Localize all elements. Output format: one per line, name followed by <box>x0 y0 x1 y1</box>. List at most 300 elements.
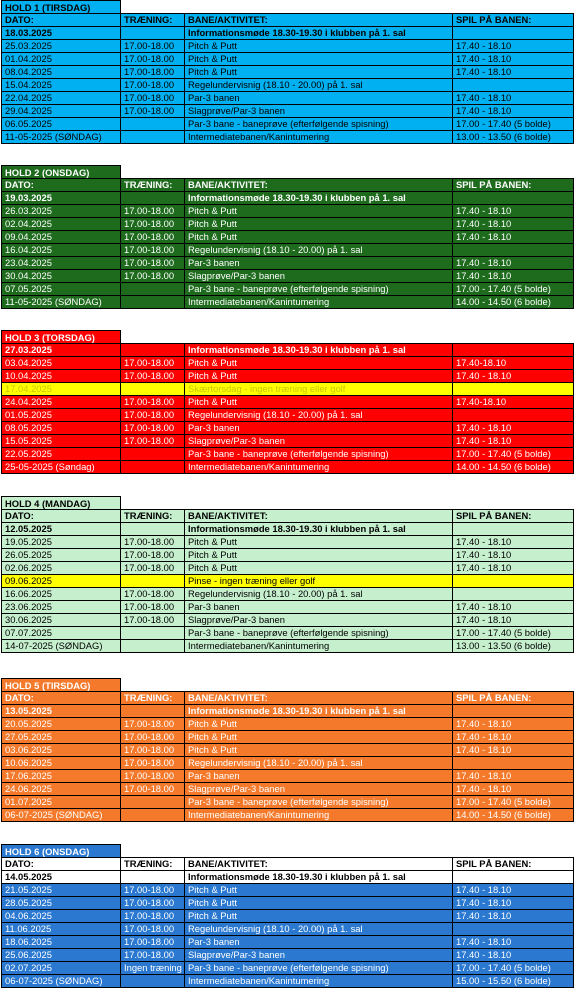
activity-cell: Pinse - ingen træning eller golf <box>185 575 453 588</box>
activity-cell: Pitch & Putt <box>185 231 453 244</box>
activity-cell: Regelundervisnig (18.10 - 20.00) på 1. sal <box>185 79 453 92</box>
table-row <box>2 192 574 205</box>
table-row <box>2 640 574 653</box>
date-cell: 09.06.2025 <box>2 575 121 588</box>
table-row <box>2 231 574 244</box>
table-row <box>2 796 574 809</box>
table-row <box>2 270 574 283</box>
table-row <box>2 962 574 975</box>
date-cell: 18.03.2025 <box>2 27 121 40</box>
date-cell: 27.05.2025 <box>2 731 121 744</box>
activity-cell: Pitch & Putt <box>185 370 453 383</box>
activity-cell: Pitch & Putt <box>185 718 453 731</box>
training-cell <box>121 809 185 822</box>
date-cell: 24.06.2025 <box>2 783 121 796</box>
table-row <box>2 897 574 910</box>
activity-cell: Intermediatebanen/Kanintumering <box>185 809 453 822</box>
date-cell: 06-07-2025 (SØNDAG) <box>2 809 121 822</box>
activity-cell: Pitch & Putt <box>185 66 453 79</box>
table-row <box>2 884 574 897</box>
play-cell: 17.40 - 18.10 <box>453 257 574 270</box>
training-cell: 17.00-18.00 <box>121 783 185 796</box>
table-row <box>2 770 574 783</box>
date-cell: 18.06.2025 <box>2 936 121 949</box>
date-cell: 08.05.2025 <box>2 422 121 435</box>
hold-4-title: HOLD 4 (MANDAG) <box>1 496 121 509</box>
date-cell: 02.06.2025 <box>2 562 121 575</box>
table-row <box>2 27 574 40</box>
table-row <box>2 283 574 296</box>
column-header-row <box>2 858 574 871</box>
play-cell: 17.00 - 17.40 (5 bolde) <box>453 627 574 640</box>
activity-cell: Slagprøve/Par-3 banen <box>185 614 453 627</box>
activity-cell: Regelundervisnig (18.10 - 20.00) på 1. sal <box>185 588 453 601</box>
training-cell: 17.00-18.00 <box>121 205 185 218</box>
training-cell: 17.00-18.00 <box>121 588 185 601</box>
training-cell: 17.00-18.00 <box>121 536 185 549</box>
date-cell: 17.04.2025 <box>2 383 121 396</box>
date-cell: 03.04.2025 <box>2 357 121 370</box>
training-cell: 17.00-18.00 <box>121 897 185 910</box>
play-cell <box>453 244 574 257</box>
hold-3-title: HOLD 3 (TORSDAG) <box>1 330 121 343</box>
date-cell: 19.03.2025 <box>2 192 121 205</box>
column-header-play: SPIL PÅ BANEN: <box>453 692 574 705</box>
play-cell: 17.40 - 18.10 <box>453 731 574 744</box>
training-cell: 17.00-18.00 <box>121 396 185 409</box>
training-cell: 17.00-18.00 <box>121 422 185 435</box>
table-row <box>2 40 574 53</box>
training-cell <box>121 296 185 309</box>
hold-5-title: HOLD 5 (TIRSDAG) <box>1 678 121 691</box>
date-cell: 22.04.2025 <box>2 92 121 105</box>
hold-6-table <box>1 857 574 988</box>
training-cell <box>121 575 185 588</box>
training-cell: 17.00-18.00 <box>121 409 185 422</box>
play-cell <box>453 409 574 422</box>
date-cell: 27.03.2025 <box>2 344 121 357</box>
training-cell: 17.00-18.00 <box>121 936 185 949</box>
training-cell <box>121 383 185 396</box>
table-row <box>2 53 574 66</box>
table-row <box>2 409 574 422</box>
training-cell: 17.00-18.00 <box>121 257 185 270</box>
training-cell: 17.00-18.00 <box>121 231 185 244</box>
date-cell: 14.05.2025 <box>2 871 121 884</box>
table-row <box>2 357 574 370</box>
training-cell: 17.00-18.00 <box>121 92 185 105</box>
column-header-date: DATO: <box>2 858 121 871</box>
table-row <box>2 205 574 218</box>
table-row <box>2 461 574 474</box>
table-row <box>2 601 574 614</box>
activity-cell: Intermediatebanen/Kanintumering <box>185 296 453 309</box>
activity-cell: Slagprøve/Par-3 banen <box>185 783 453 796</box>
training-cell: 17.00-18.00 <box>121 357 185 370</box>
date-cell: 09.04.2025 <box>2 231 121 244</box>
training-cell <box>121 627 185 640</box>
play-cell: 17.40 - 18.10 <box>453 718 574 731</box>
training-cell <box>121 448 185 461</box>
date-cell: 23.04.2025 <box>2 257 121 270</box>
table-row <box>2 923 574 936</box>
activity-cell: Informationsmøde 18.30-19.30 i klubben på 1. sal <box>185 192 453 205</box>
column-header-training: TRÆNING: <box>121 179 185 192</box>
play-cell: 17.40-18.10 <box>453 396 574 409</box>
training-cell <box>121 131 185 144</box>
table-row <box>2 783 574 796</box>
play-cell: 14.00 - 14.50 (6 bolde) <box>453 461 574 474</box>
date-cell: 25.06.2025 <box>2 949 121 962</box>
training-cell: 17.00-18.00 <box>121 949 185 962</box>
date-cell: 22.05.2025 <box>2 448 121 461</box>
date-cell: 11.06.2025 <box>2 923 121 936</box>
training-cell: 17.00-18.00 <box>121 770 185 783</box>
hold-2-table <box>1 178 574 309</box>
column-header-activity: BANE/AKTIVITET: <box>185 858 453 871</box>
date-cell: 16.06.2025 <box>2 588 121 601</box>
training-cell: 17.00-18.00 <box>121 105 185 118</box>
date-cell: 29.04.2025 <box>2 105 121 118</box>
hold-6-title: HOLD 6 (ONSDAG) <box>1 844 121 857</box>
column-header-play: SPIL PÅ BANEN: <box>453 14 574 27</box>
table-row <box>2 744 574 757</box>
activity-cell: Pitch & Putt <box>185 205 453 218</box>
date-cell: 30.04.2025 <box>2 270 121 283</box>
play-cell: 17.00 - 17.40 (5 bolde) <box>453 962 574 975</box>
activity-cell: Pitch & Putt <box>185 884 453 897</box>
play-cell: 17.40 - 18.10 <box>453 614 574 627</box>
play-cell <box>453 79 574 92</box>
table-row <box>2 871 574 884</box>
play-cell <box>453 705 574 718</box>
table-row <box>2 949 574 962</box>
column-header-row <box>2 692 574 705</box>
activity-cell: Regelundervisnig (18.10 - 20.00) på 1. sal <box>185 409 453 422</box>
training-cell: 17.00-18.00 <box>121 910 185 923</box>
play-cell: 17.40 - 18.10 <box>453 231 574 244</box>
date-cell: 25-05-2025 (Søndag) <box>2 461 121 474</box>
date-cell: 04.06.2025 <box>2 910 121 923</box>
table-row <box>2 627 574 640</box>
training-cell <box>121 27 185 40</box>
activity-cell: Par-3 banen <box>185 601 453 614</box>
play-cell: 17.40 - 18.10 <box>453 218 574 231</box>
training-cell: 17.00-18.00 <box>121 66 185 79</box>
table-row <box>2 549 574 562</box>
table-row <box>2 296 574 309</box>
training-cell: Ingen træning <box>121 962 185 975</box>
date-cell: 02.04.2025 <box>2 218 121 231</box>
date-cell: 10.06.2025 <box>2 757 121 770</box>
activity-cell: Informationsmøde 18.30-19.30 i klubben på 1. sal <box>185 523 453 536</box>
column-header-training: TRÆNING: <box>121 510 185 523</box>
training-cell: 17.00-18.00 <box>121 718 185 731</box>
table-row <box>2 422 574 435</box>
training-cell <box>121 796 185 809</box>
play-cell <box>453 757 574 770</box>
activity-cell: Pitch & Putt <box>185 731 453 744</box>
activity-cell: Pitch & Putt <box>185 897 453 910</box>
activity-cell: Pitch & Putt <box>185 562 453 575</box>
training-cell <box>121 344 185 357</box>
training-cell <box>121 192 185 205</box>
date-cell: 23.06.2025 <box>2 601 121 614</box>
table-row <box>2 757 574 770</box>
training-cell: 17.00-18.00 <box>121 562 185 575</box>
table-row <box>2 910 574 923</box>
play-cell: 17.00 - 17.40 (5 bolde) <box>453 118 574 131</box>
table-row <box>2 218 574 231</box>
activity-cell: Par-3 banen <box>185 770 453 783</box>
activity-cell: Intermediatebanen/Kanintumering <box>185 131 453 144</box>
training-cell: 17.00-18.00 <box>121 270 185 283</box>
activity-cell: Pitch & Putt <box>185 396 453 409</box>
play-cell: 17.00 - 17.40 (5 bolde) <box>453 796 574 809</box>
play-cell: 17.40 - 18.10 <box>453 783 574 796</box>
play-cell <box>453 923 574 936</box>
column-header-date: DATO: <box>2 510 121 523</box>
play-cell: 17.40-18.10 <box>453 357 574 370</box>
date-cell: 13.05.2025 <box>2 705 121 718</box>
training-cell <box>121 118 185 131</box>
training-cell <box>121 975 185 988</box>
play-cell: 17.40 - 18.10 <box>453 205 574 218</box>
play-cell: 17.40 - 18.10 <box>453 910 574 923</box>
play-cell: 17.40 - 18.10 <box>453 105 574 118</box>
activity-cell: Slagprøve/Par-3 banen <box>185 949 453 962</box>
table-row <box>2 105 574 118</box>
play-cell: 17.40 - 18.10 <box>453 370 574 383</box>
table-row <box>2 718 574 731</box>
date-cell: 06.05.2025 <box>2 118 121 131</box>
date-cell: 07.07.2025 <box>2 627 121 640</box>
column-header-activity: BANE/AKTIVITET: <box>185 179 453 192</box>
column-header-play: SPIL PÅ BANEN: <box>453 858 574 871</box>
date-cell: 07.05.2025 <box>2 283 121 296</box>
activity-cell: Pitch & Putt <box>185 549 453 562</box>
play-cell: 17.40 - 18.10 <box>453 53 574 66</box>
column-header-training: TRÆNING: <box>121 692 185 705</box>
play-cell: 17.40 - 18.10 <box>453 536 574 549</box>
date-cell: 01.07.2025 <box>2 796 121 809</box>
activity-cell: Pitch & Putt <box>185 357 453 370</box>
table-row <box>2 705 574 718</box>
table-row <box>2 370 574 383</box>
activity-cell: Slagprøve/Par-3 banen <box>185 105 453 118</box>
date-cell: 03.06.2025 <box>2 744 121 757</box>
activity-cell: Pitch & Putt <box>185 536 453 549</box>
play-cell: 17.40 - 18.10 <box>453 601 574 614</box>
date-cell: 16.04.2025 <box>2 244 121 257</box>
play-cell <box>453 575 574 588</box>
play-cell <box>453 27 574 40</box>
activity-cell: Par-3 bane - baneprøve (efterfølgende spisning) <box>185 118 453 131</box>
date-cell: 08.04.2025 <box>2 66 121 79</box>
training-cell: 17.00-18.00 <box>121 53 185 66</box>
activity-cell: Pitch & Putt <box>185 40 453 53</box>
date-cell: 17.06.2025 <box>2 770 121 783</box>
activity-cell: Par-3 bane - baneprøve (efterfølgende spisning) <box>185 796 453 809</box>
activity-cell: Par-3 banen <box>185 92 453 105</box>
training-cell: 17.00-18.00 <box>121 370 185 383</box>
date-cell: 26.05.2025 <box>2 549 121 562</box>
training-cell: 17.00-18.00 <box>121 884 185 897</box>
activity-cell: Informationsmøde 18.30-19.30 i klubben på 1. sal <box>185 871 453 884</box>
table-row <box>2 396 574 409</box>
hold-4-table <box>1 509 574 653</box>
table-row <box>2 562 574 575</box>
training-cell: 17.00-18.00 <box>121 923 185 936</box>
date-cell: 06-07-2025 (SØNDAG) <box>2 975 121 988</box>
activity-cell: Par-3 banen <box>185 257 453 270</box>
training-cell <box>121 640 185 653</box>
date-cell: 26.03.2025 <box>2 205 121 218</box>
activity-cell: Par-3 bane - baneprøve (efterfølgende spisning) <box>185 448 453 461</box>
column-header-training: TRÆNING: <box>121 858 185 871</box>
play-cell: 17.40 - 18.10 <box>453 884 574 897</box>
activity-cell: Par-3 bane - baneprøve (efterfølgende spisning) <box>185 627 453 640</box>
date-cell: 01.05.2025 <box>2 409 121 422</box>
play-cell <box>453 383 574 396</box>
play-cell: 17.40 - 18.10 <box>453 770 574 783</box>
date-cell: 15.05.2025 <box>2 435 121 448</box>
play-cell: 17.40 - 18.10 <box>453 40 574 53</box>
activity-cell: Slagprøve/Par-3 banen <box>185 435 453 448</box>
column-header-row <box>2 510 574 523</box>
column-header-date: DATO: <box>2 692 121 705</box>
table-row <box>2 614 574 627</box>
training-cell <box>121 705 185 718</box>
play-cell: 17.40 - 18.10 <box>453 92 574 105</box>
activity-cell: Regelundervisnig (18.10 - 20.00) på 1. sal <box>185 923 453 936</box>
date-cell: 21.05.2025 <box>2 884 121 897</box>
play-cell: 17.00 - 17.40 (5 bolde) <box>453 448 574 461</box>
play-cell: 13.00 - 13.50 (6 bolde) <box>453 640 574 653</box>
date-cell: 14-07-2025 (SØNDAG) <box>2 640 121 653</box>
training-cell: 17.00-18.00 <box>121 79 185 92</box>
training-cell: 17.00-18.00 <box>121 549 185 562</box>
activity-cell: Pitch & Putt <box>185 744 453 757</box>
play-cell: 17.40 - 18.10 <box>453 435 574 448</box>
table-row <box>2 575 574 588</box>
table-row <box>2 975 574 988</box>
activity-cell: Par-3 bane - baneprøve (efterfølgende spisning) <box>185 283 453 296</box>
play-cell <box>453 523 574 536</box>
training-cell: 17.00-18.00 <box>121 40 185 53</box>
activity-cell: Par-3 banen <box>185 422 453 435</box>
date-cell: 12.05.2025 <box>2 523 121 536</box>
activity-cell: Regelundervisnig (18.10 - 20.00) på 1. sal <box>185 244 453 257</box>
training-cell: 17.00-18.00 <box>121 731 185 744</box>
hold-3-table <box>1 343 574 474</box>
hold-1-title: HOLD 1 (TIRSDAG) <box>1 0 121 13</box>
training-cell <box>121 283 185 296</box>
activity-cell: Slagprøve/Par-3 banen <box>185 270 453 283</box>
activity-cell: Informationsmøde 18.30-19.30 i klubben på 1. sal <box>185 705 453 718</box>
column-header-activity: BANE/AKTIVITET: <box>185 14 453 27</box>
table-row <box>2 435 574 448</box>
training-cell: 17.00-18.00 <box>121 744 185 757</box>
activity-cell: Skærtorsdag - ingen træning eller golf <box>185 383 453 396</box>
table-row <box>2 536 574 549</box>
activity-cell: Par-3 banen <box>185 936 453 949</box>
date-cell: 20.05.2025 <box>2 718 121 731</box>
table-row <box>2 809 574 822</box>
table-row <box>2 731 574 744</box>
play-cell: 17.00 - 17.40 (5 bolde) <box>453 283 574 296</box>
training-cell: 17.00-18.00 <box>121 244 185 257</box>
play-cell: 15.00 - 15.50 (6 bolde) <box>453 975 574 988</box>
date-cell: 30.06.2025 <box>2 614 121 627</box>
date-cell: 15.04.2025 <box>2 79 121 92</box>
hold-1-table <box>1 13 574 144</box>
table-row <box>2 588 574 601</box>
play-cell: 17.40 - 18.10 <box>453 562 574 575</box>
date-cell: 19.05.2025 <box>2 536 121 549</box>
table-row <box>2 244 574 257</box>
date-cell: 02.07.2025 <box>2 962 121 975</box>
activity-cell: Par-3 bane - baneprøve (efterfølgende spisning) <box>185 962 453 975</box>
play-cell: 17.40 - 18.10 <box>453 549 574 562</box>
column-header-play: SPIL PÅ BANEN: <box>453 179 574 192</box>
play-cell: 17.40 - 18.10 <box>453 936 574 949</box>
play-cell: 17.40 - 18.10 <box>453 66 574 79</box>
play-cell: 17.40 - 18.10 <box>453 270 574 283</box>
activity-cell: Pitch & Putt <box>185 53 453 66</box>
date-cell: 11-05-2025 (SØNDAG) <box>2 131 121 144</box>
table-row <box>2 936 574 949</box>
activity-cell: Pitch & Putt <box>185 910 453 923</box>
play-cell: 17.40 - 18.10 <box>453 422 574 435</box>
column-header-date: DATO: <box>2 14 121 27</box>
table-row <box>2 448 574 461</box>
play-cell <box>453 588 574 601</box>
training-cell: 17.00-18.00 <box>121 614 185 627</box>
column-header-activity: BANE/AKTIVITET: <box>185 692 453 705</box>
play-cell: 14.00 - 14.50 (6 bolde) <box>453 296 574 309</box>
activity-cell: Informationsmøde 18.30-19.30 i klubben på 1. sal <box>185 344 453 357</box>
play-cell: 17.40 - 18.10 <box>453 897 574 910</box>
training-cell <box>121 523 185 536</box>
hold-5-table <box>1 691 574 822</box>
column-header-activity: BANE/AKTIVITET: <box>185 510 453 523</box>
play-cell: 13.00 - 13.50 (6 bolde) <box>453 131 574 144</box>
training-cell: 17.00-18.00 <box>121 218 185 231</box>
column-header-training: TRÆNING: <box>121 14 185 27</box>
activity-cell: Intermediatebanen/Kanintumering <box>185 640 453 653</box>
column-header-play: SPIL PÅ BANEN: <box>453 510 574 523</box>
activity-cell: Intermediatebanen/Kanintumering <box>185 461 453 474</box>
play-cell: 17.40 - 18.10 <box>453 744 574 757</box>
table-row <box>2 523 574 536</box>
table-row <box>2 383 574 396</box>
training-cell <box>121 871 185 884</box>
table-row <box>2 118 574 131</box>
play-cell <box>453 344 574 357</box>
activity-cell: Informationsmøde 18.30-19.30 i klubben på 1. sal <box>185 27 453 40</box>
date-cell: 28.05.2025 <box>2 897 121 910</box>
training-cell: 17.00-18.00 <box>121 757 185 770</box>
table-row <box>2 257 574 270</box>
date-cell: 01.04.2025 <box>2 53 121 66</box>
play-cell: 14.00 - 14.50 (6 bolde) <box>453 809 574 822</box>
table-row <box>2 79 574 92</box>
date-cell: 10.04.2025 <box>2 370 121 383</box>
date-cell: 24.04.2025 <box>2 396 121 409</box>
activity-cell: Pitch & Putt <box>185 218 453 231</box>
play-cell <box>453 871 574 884</box>
